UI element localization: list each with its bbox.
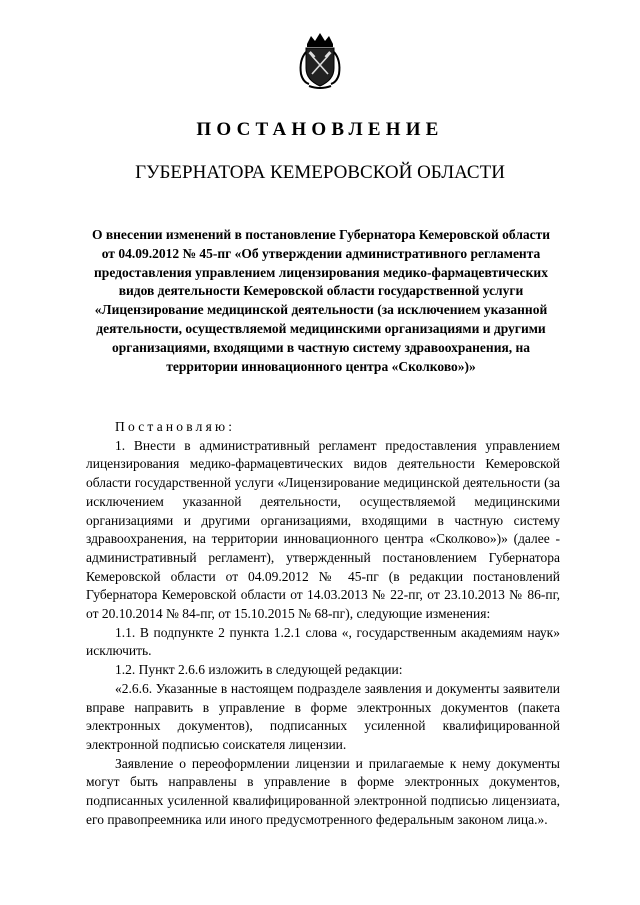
decree-word: Постановляю: [115, 419, 236, 434]
coat-of-arms-icon [297, 30, 343, 90]
paragraph-1-1: 1.1. В подпункте 2 пункта 1.2.1 слова «, государственным академиям наук» исключить. [86, 624, 560, 659]
issuer-title: ГУБЕРНАТОРА КЕМЕРОВСКОЙ ОБЛАСТИ [135, 162, 505, 183]
paragraph-1-2: 1.2. Пункт 2.6.6 изложить в следующей редакции: [115, 662, 403, 678]
paragraph-last: Заявление о переоформлении лицензии и прилагаемые к нему документы могут быть направлены в управление в форме электронных документов, подписанных усиленной квалифицированной электронной подписью лицензиата, его правопреемника или иного предусмотренного федеральным законом лица.». [86, 755, 560, 827]
paragraph-1: 1. Внести в административный регламент предоставления управлением лицензирования медико-фармацевтических видов деятельности Кемеровской области государственной услуги «Лицензирование медицинской деятельности (за исключением указанной деятельности, осуществляемой медицинскими организациями и другими организациями, входящими в частную систему здравоохранения, на территории инновационного центра «Сколково»)» (далее - административный регламент), утвержденный постановлением Губернатора Кемеровской области от 04.09.2012 № 45-пг (в редакции постановлений Губернатора Кемеровской области от 14.03.2013 № 22-пг, от 23.10.2013 № 86-пг, от 20.10.2014 № 84-пг, от 15.10.2015 № 68-пг), следующие изменения: [86, 437, 560, 622]
document-subject: О внесении изменений в постановление Губернатора Кемеровской области от 04.09.2012 № 45-пг «Об утверждении административного регламента предоставления управлением лицензирования медико-фармацевтических видов деятельности Кемеровской области государственной услуги «Лицензирование медицинской деятельности (за исключением указанной деятельности, осуществляемой медицинскими организациями и другими организациями, входящими в частную систему здравоохранения, на территории инновационного центра «Сколково»)» [91, 227, 551, 374]
paragraph-2-6-6: «2.6.6. Указанные в настоящем подразделе заявления и документы заявители вправе направить в управление в форме электронных документов (пакета электронных документов), подписанных усиленной квалифицированной электронной подписью соискателя лицензии. [86, 680, 560, 752]
document-body [86, 418, 560, 829]
document-type-title: ПОСТАНОВЛЕНИЕ [196, 119, 444, 140]
